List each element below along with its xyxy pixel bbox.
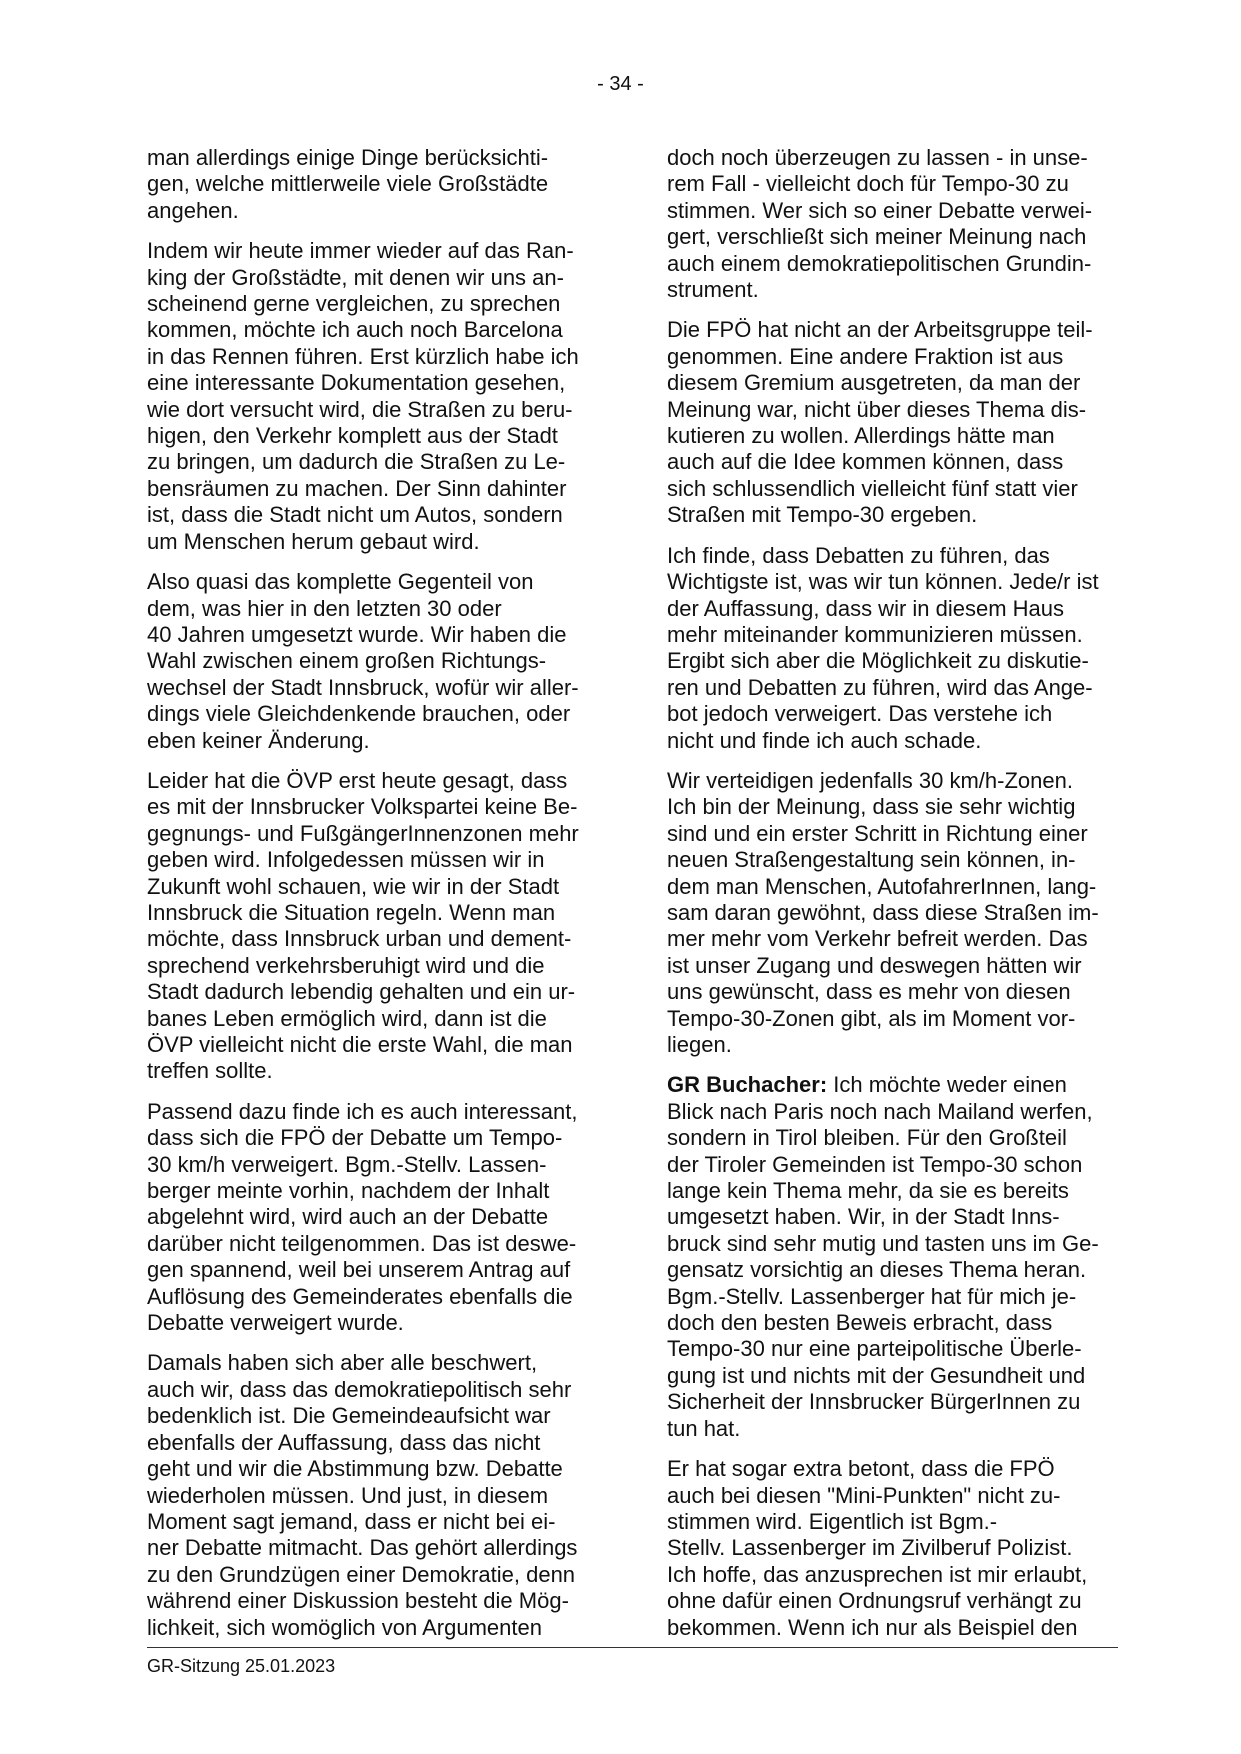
text-line: Die FPÖ hat nicht an der Arbeitsgruppe teil-: [667, 317, 1093, 343]
page-number: - 34 -: [597, 73, 644, 95]
text-line: berger meinte vorhin, nachdem der Inhalt: [147, 1178, 550, 1204]
text-line: genommen. Eine andere Fraktion ist aus: [667, 343, 1064, 369]
text-line: zu den Grundzügen einer Demokratie, denn: [147, 1561, 576, 1587]
text-line: Ergibt sich aber die Möglichkeit zu diskutie-: [667, 648, 1089, 674]
text-line: sich schlussendlich vielleicht fünf statt vier: [667, 475, 1078, 501]
text-line: auch bei diesen "Mini-Punkten" nicht zu-: [667, 1482, 1061, 1508]
text-line: bedenklich ist. Die Gemeindeaufsicht war: [147, 1403, 551, 1429]
text-line: 30 km/h verweigert. Bgm.-Stellv. Lassen-: [147, 1151, 547, 1177]
speaker-name: GR Buchacher:: [667, 1072, 828, 1098]
text-line: sprechend verkehrsberuhigt wird und die: [147, 952, 545, 978]
text-line: um Menschen herum gebaut wird.: [147, 528, 480, 554]
text-line: während einer Diskussion besteht die Mög-: [147, 1588, 569, 1614]
text-line: treffen sollte.: [147, 1058, 273, 1084]
paragraph: [667, 317, 1137, 528]
text-line: kommen, möchte ich auch noch Barcelona: [147, 317, 563, 343]
text-line: rem Fall - vielleicht doch für Tempo-30 zu: [667, 171, 1069, 197]
text-line: Zukunft wohl schauen, wie wir in der Stadt: [147, 873, 560, 899]
text-line: in das Rennen führen. Erst kürzlich habe ich: [147, 343, 579, 369]
text-line: gert, verschließt sich meiner Meinung nach: [667, 224, 1087, 250]
text-line: banes Leben ermöglich wird, dann ist die: [147, 1005, 547, 1031]
text-line: neuen Straßengestaltung sein können, in-: [667, 847, 1076, 873]
text-line: ohne dafür einen Ordnungsruf verhängt zu: [667, 1588, 1082, 1614]
text-line: uns gewünscht, dass es mehr von diesen: [667, 979, 1071, 1005]
text-line: bensräumen zu machen. Der Sinn dahinter: [147, 475, 567, 501]
text-line: Passend dazu finde ich es auch interessant,: [147, 1098, 578, 1124]
footer-session-date: GR-Sitzung 25.01.2023: [147, 1656, 336, 1676]
text-line: wie dort versucht wird, die Straßen zu beru-: [147, 396, 573, 422]
paragraph: [147, 768, 617, 1085]
paragraph: [667, 543, 1137, 754]
text-line: ist, dass die Stadt nicht um Autos, sondern: [147, 502, 563, 528]
text-line: auch einem demokratiepolitischen Grundin-: [667, 250, 1092, 276]
text-line: nicht und finde ich auch schade.: [667, 727, 982, 753]
text-line: strument.: [667, 277, 759, 303]
text-line: möchte, dass Innsbruck urban und dement-: [147, 926, 572, 952]
text-line: sondern in Tirol bleiben. Für den Großteil: [667, 1125, 1067, 1151]
text-line: 40 Jahren umgesetzt wurde. Wir haben die: [147, 621, 567, 647]
text-fragment: Ich möchte weder einen: [827, 1072, 1067, 1098]
paragraph: [667, 1072, 1137, 1442]
text-line: angehen.: [147, 197, 239, 223]
text-line: Meinung war, nicht über dieses Thema dis-: [667, 396, 1087, 422]
text-line: ist unser Zugang und deswegen hätten wir: [667, 952, 1082, 978]
text-line: Tempo-30-Zonen gibt, als im Moment vor-: [667, 1005, 1076, 1031]
text-line: [667, 1072, 1137, 1098]
text-line: Blick nach Paris noch nach Mailand werfen,: [667, 1098, 1093, 1124]
text-line: Tempo-30 nur eine parteipolitische Überle-: [667, 1336, 1082, 1362]
paragraph: [147, 569, 617, 754]
text-line: gensatz vorsichtig an dieses Thema heran.: [667, 1257, 1087, 1283]
text-line: Ich bin der Meinung, dass sie sehr wichtig: [667, 794, 1076, 820]
paragraph: [147, 1099, 617, 1337]
text-line: man allerdings einige Dinge berücksichti-: [147, 145, 549, 170]
text-line: Auflösung des Gemeinderates ebenfalls die: [147, 1283, 573, 1309]
left-column: [147, 145, 617, 1655]
text-line: ÖVP vielleicht nicht die erste Wahl, die man: [147, 1032, 573, 1057]
text-line: lichkeit, sich womöglich von Argumenten: [147, 1614, 542, 1640]
paragraph: [147, 238, 617, 555]
text-line: stimmen. Wer sich so einer Debatte verwei-: [667, 197, 1093, 223]
text-line: dem, was hier in den letzten 30 oder: [147, 595, 502, 621]
paragraph: [667, 768, 1137, 1058]
text-line: wechsel der Stadt Innsbruck, wofür wir aller-: [147, 674, 579, 700]
text-line: dass sich die FPÖ der Debatte um Tempo-: [147, 1125, 563, 1151]
text-line: bekommen. Wenn ich nur als Beispiel den: [667, 1614, 1078, 1640]
text-line: gen spannend, weil bei unserem Antrag auf: [147, 1257, 571, 1283]
text-line: Moment sagt jemand, dass er nicht bei ei-: [147, 1508, 556, 1534]
text-line: der Tiroler Gemeinden ist Tempo-30 schon: [667, 1151, 1083, 1177]
text-line: Wahl zwischen einem großen Richtungs-: [147, 648, 547, 674]
paragraph: [147, 1350, 617, 1640]
text-line: gen, welche mittlerweile viele Großstädte: [147, 171, 549, 197]
text-line: sam daran gewöhnt, dass diese Straßen im-: [667, 899, 1099, 925]
text-line: geht und wir die Abstimmung bzw. Debatte: [147, 1456, 563, 1482]
text-line: Innsbruck die Situation regeln. Wenn man: [147, 899, 556, 925]
text-line: king der Großstädte, mit denen wir uns an-: [147, 264, 564, 290]
paragraph: [667, 145, 1137, 303]
text-line: sind und ein erster Schritt in Richtung einer: [667, 820, 1088, 846]
text-line: higen, den Verkehr komplett aus der Stadt: [147, 423, 558, 449]
paragraph: [667, 1456, 1137, 1641]
right-column: [667, 145, 1137, 1655]
text-line: Sicherheit der Innsbrucker BürgerInnen zu: [667, 1389, 1081, 1415]
text-line: doch noch überzeugen zu lassen - in unse-: [667, 145, 1088, 170]
text-line: darüber nicht teilgenommen. Das ist deswe-: [147, 1230, 577, 1256]
text-line: mehr miteinander kommunizieren müssen.: [667, 621, 1083, 647]
text-line: Wichtigste ist, was wir tun können. Jede/r ist: [667, 569, 1099, 595]
text-line: doch den besten Beweis erbracht, dass: [667, 1310, 1053, 1336]
text-line: bruck sind sehr mutig und tasten uns im Ge-: [667, 1230, 1099, 1256]
text-line: zu bringen, um dadurch die Straßen zu Le-: [147, 449, 566, 475]
text-line: gegnungs- und FußgängerInnenzonen mehr: [147, 820, 579, 846]
text-line: ebenfalls der Auffassung, dass das nicht: [147, 1429, 541, 1455]
text-line: scheinend gerne vergleichen, zu sprechen: [147, 291, 561, 317]
text-line: Indem wir heute immer wieder auf das Ran-: [147, 238, 574, 264]
text-line: mer mehr vom Verkehr befreit werden. Das: [667, 926, 1088, 952]
text-line: dings viele Gleichdenkende brauchen, oder: [147, 701, 571, 727]
text-line: wiederholen müssen. Und just, in diesem: [147, 1482, 549, 1508]
text-line: abgelehnt wird, wird auch an der Debatte: [147, 1204, 549, 1230]
text-line: bot jedoch verweigert. Das verstehe ich: [667, 701, 1053, 727]
text-line: lange kein Thema mehr, da sie es bereits: [667, 1178, 1069, 1204]
text-line: liegen.: [667, 1032, 732, 1057]
text-line: es mit der Innsbrucker Volkspartei keine Be-: [147, 794, 578, 820]
text-line: eine interessante Dokumentation gesehen,: [147, 370, 566, 396]
text-line: dem man Menschen, AutofahrerInnen, lang-: [667, 873, 1097, 899]
text-line: umgesetzt haben. Wir, in der Stadt Inns-: [667, 1204, 1060, 1230]
text-line: Stellv. Lassenberger im Zivilberuf Polizist.: [667, 1535, 1073, 1561]
text-line: Wir verteidigen jedenfalls 30 km/h-Zonen.: [667, 767, 1073, 793]
text-line: gung ist und nichts mit der Gesundheit und: [667, 1362, 1086, 1388]
text-line: ner Debatte mitmacht. Das gehört allerdings: [147, 1535, 578, 1561]
text-line: Leider hat die ÖVP erst heute gesagt, dass: [147, 767, 568, 793]
text-line: geben wird. Infolgedessen müssen wir in: [147, 847, 545, 873]
text-line: Debatte verweigert wurde.: [147, 1310, 404, 1336]
text-line: Bgm.-Stellv. Lassenberger hat für mich je-: [667, 1283, 1077, 1309]
paragraph: [147, 145, 617, 224]
text-line: Ich finde, dass Debatten zu führen, das: [667, 542, 1050, 568]
text-line: Damals haben sich aber alle beschwert,: [147, 1350, 538, 1376]
text-line: Ich hoffe, das anzusprechen ist mir erlaubt,: [667, 1561, 1088, 1587]
text-line: eben keiner Änderung.: [147, 727, 370, 753]
text-line: Er hat sogar extra betont, dass die FPÖ: [667, 1456, 1055, 1482]
text-line: auch wir, dass das demokratiepolitisch sehr: [147, 1376, 572, 1402]
footer-divider: [147, 1647, 1118, 1648]
text-line: tun hat.: [667, 1415, 741, 1441]
text-line: Stadt dadurch lebendig gehalten und ein ur-: [147, 979, 576, 1005]
text-line: Also quasi das komplette Gegenteil von: [147, 569, 534, 595]
text-line: der Auffassung, dass wir in diesem Haus: [667, 595, 1065, 621]
text-line: kutieren zu wollen. Allerdings hätte man: [667, 423, 1055, 449]
text-line: ren und Debatten zu führen, wird das Ange-: [667, 674, 1093, 700]
text-line: diesem Gremium ausgetreten, da man der: [667, 370, 1081, 396]
text-line: auch auf die Idee kommen können, dass: [667, 449, 1064, 475]
text-line: stimmen wird. Eigentlich ist Bgm.-: [667, 1508, 998, 1534]
text-line: Straßen mit Tempo-30 ergeben.: [667, 502, 978, 528]
